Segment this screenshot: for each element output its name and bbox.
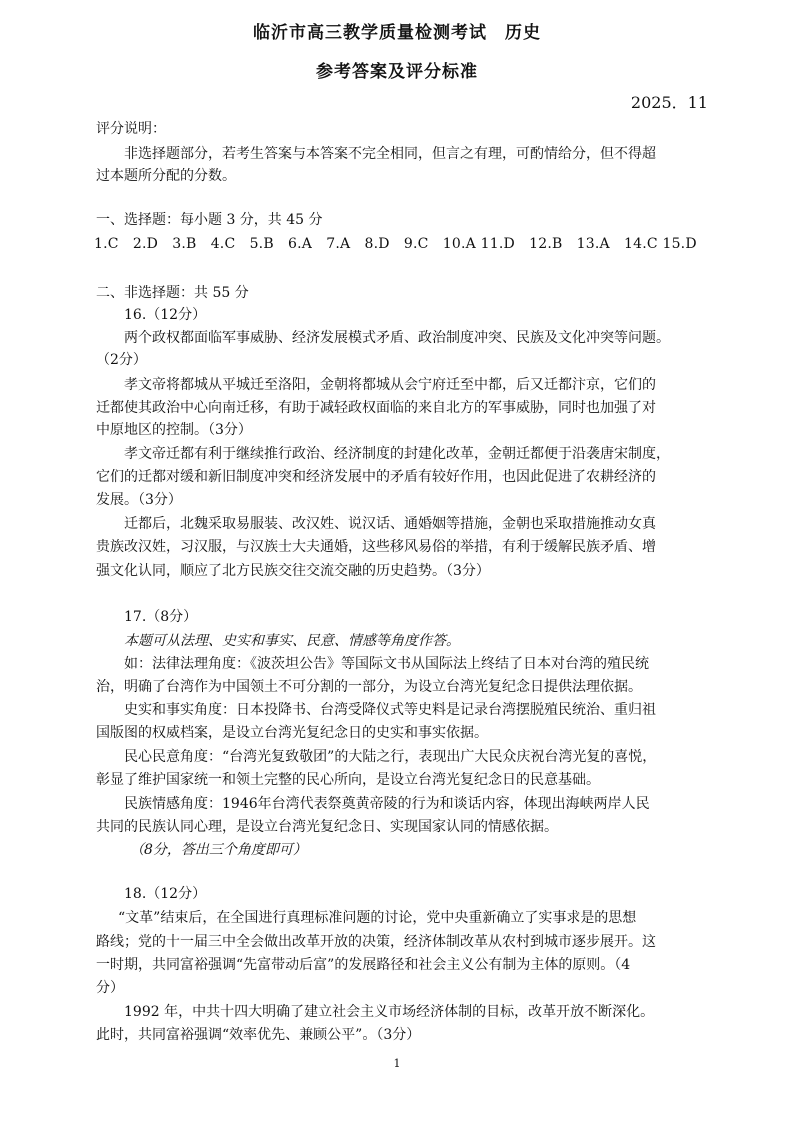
answer-line: 迁都使其政治中心向南迁移，有助于减轻政权面临的来自北方的军事威胁，同时也加强了对 [96,400,656,416]
answer-line: 强文化认同，顺应了北方民族交往交流交融的历史趋势。（3分） [96,563,490,579]
page-number: 1 [393,1057,401,1070]
answer-line: “文革”结束后，在全国进行真理标准问题的讨论，党中央重新确立了实事求是的思想 [118,910,637,926]
answer-line: 一时期，共同富裕强调“先富带动后富”的发展路径和社会主义公有制为主体的原则。（4 [96,957,631,973]
answer-line: 治，明确了台湾作为中国领土不可分割的一部分，为设立台湾光复纪念日提供法理依据。 [96,679,642,695]
notes-heading: 评分说明： [96,121,166,137]
answer-line: 史实和事实角度：日本投降书、台湾受降仪式等史料是记录台湾摆脱殖民统治、重归祖 [124,702,656,718]
answer-line: 国版图的权威档案，是设立台湾光复纪念日的史实和事实依据。 [96,725,488,741]
answer-line: 此时，共同富裕强调“效率优先、兼顾公平”。（3分） [96,1027,421,1043]
answer-line: 贵族改汉姓，习汉服，与汉族士大夫通婚，这些移风易俗的举措，有利于缓解民族矛盾、增 [96,539,656,555]
notes-line: 过本题所分配的分数。 [96,168,236,184]
answer-line: （2分） [96,352,147,368]
answer-line: 孝文帝将都城从平城迁至洛阳，金朝将都城从会宁府迁至中都，后又迁都汴京，它们的 [124,377,656,393]
answer-line: 发展。（3分） [96,492,182,508]
page-title: 临沂市高三教学质量检测考试 历史 [253,23,541,43]
section2-heading: 二、非选择题：共 55 分 [96,285,249,301]
question-17-title: 17.（8分） [124,609,198,625]
answer-line: 路线；党的十一届三中全会做出改革开放的决策，经济体制改革从农村到城市逐步展开。这 [96,934,656,950]
question-18-title: 18.（12分） [124,886,207,902]
answer-line: 两个政权都面临军事威胁、经济发展模式矛盾、政治制度冲突、民族及文化冲突等问题。 [124,330,670,346]
answer-line: 孝文帝迁都有利于继续推行政治、经济制度的封建化改革，金朝迁都便于沿袭唐宋制度， [124,446,670,462]
answer-line: 分） [96,980,124,996]
exam-date: 2025．11 [630,93,708,112]
answer-line: 它们的迁都对缓和新旧制度冲突和经济发展中的矛盾有较好作用，也因此促进了农耕经济的 [96,469,656,485]
answer-line: 彰显了维护国家统一和领土完整的民心所向，是设立台湾光复纪念日的民意基础。 [96,772,600,788]
answer-line: 中原地区的控制。（3分） [96,422,252,438]
answer-line: （8分，答出三个角度即可） [130,842,307,858]
answer-line: 民心民意角度：“台湾光复致敬团”的大陆之行，表现出广大民众庆祝台湾光复的喜悦， [124,749,657,765]
answer-line: 1992 年，中共十四大明确了建立社会主义市场经济体制的目标，改革开放不断深化。 [124,1004,655,1020]
question-16-title: 16.（12分） [124,307,207,323]
answer-line: 民族情感角度：1946年台湾代表祭奠黄帝陵的行为和谈话内容，体现出海峡两岸人民 [124,796,650,812]
notes-line: 非选择题部分，若考生答案与本答案不完全相同，但言之有理，可酌情给分，但不得超 [124,146,656,162]
answer-line: 如：法律法理角度：《波茨坦公告》等国际文书从国际法上终结了日本对台湾的殖民统 [124,656,649,672]
page-subtitle: 参考答案及评分标准 [316,62,478,82]
section1-heading: 一、选择题：每小题 3 分，共 45 分 [96,212,323,228]
answer-line: 共同的民族认同心理，是设立台湾光复纪念日、实现国家认同的情感依据。 [96,819,558,835]
choice-answers: 1.C 2.D 3.B 4.C 5.B 6.A 7.A 8.D 9.C 10.A 11.D 12.B 13.A 14.C 15.D [94,236,697,252]
answer-line: 迁都后，北魏采取易服装、改汉姓、说汉话、通婚姻等措施，金朝也采取措施推动女真 [124,516,656,532]
answer-line: 本题可从法理、史实和事实、民意、情感等角度作答。 [124,633,460,649]
